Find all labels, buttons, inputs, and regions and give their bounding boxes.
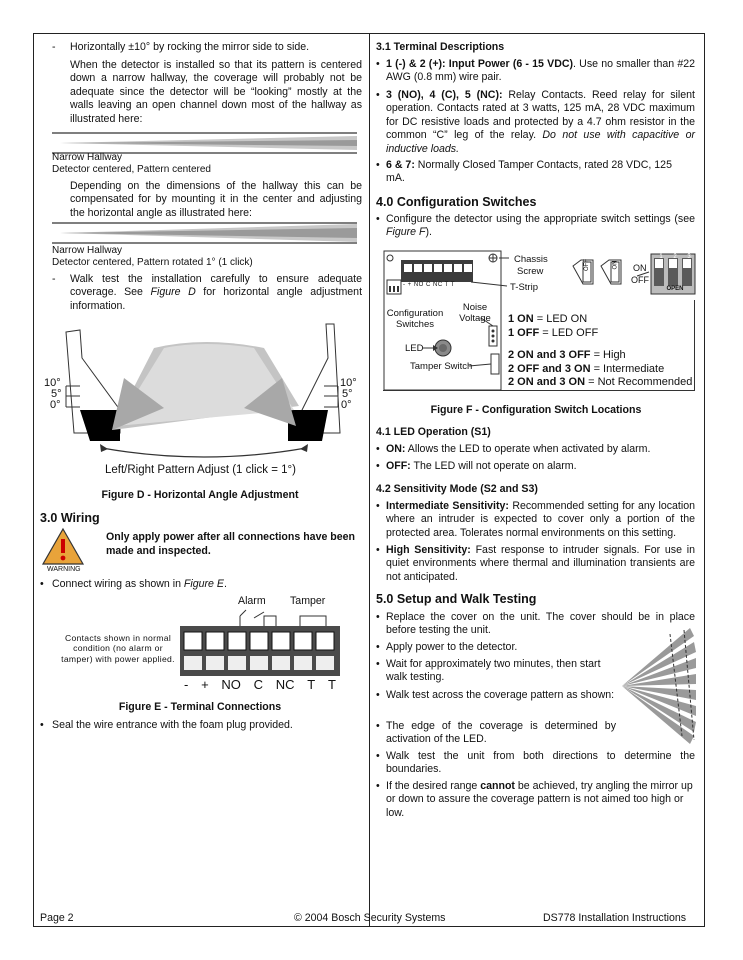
bullet-dot: • (376, 641, 380, 653)
off-small-label: OFF (584, 259, 590, 271)
bullet-dot: • (376, 750, 380, 762)
terminal-1-2-text: 1 (-) & 2 (+): Input Power (6 - 15 VDC). Use no smaller than #22 AWG (0.8 mm) wire pair. (386, 58, 695, 84)
chassis-screw-label: Chassis Screw (514, 254, 548, 277)
walk-step-1: Replace the cover on the unit. The cover should be in place before testing the unit. (386, 611, 695, 637)
led-off-text: OFF: The LED will not operate on alarm. (386, 460, 577, 472)
walk-test-pattern-diagram (620, 628, 696, 744)
pattern-adjust-label: Left/Right Pattern Adjust (1 click = 1°) (105, 464, 296, 476)
on-small-label: ON (612, 260, 619, 270)
hallway1-label: Narrow Hallway Detector centered, Pattern centered (52, 152, 211, 175)
high-sensitivity-text: High Sensitivity: Fast response to intruder signals. For use in quiet environments where thermal and illumination transients are not anticipated. (386, 544, 696, 583)
led-operation-heading: 4.1 LED Operation (S1) (376, 426, 491, 438)
connect-wiring-text: Connect wiring as shown in Figure E. (52, 578, 227, 590)
open-label: OPEN (666, 286, 684, 292)
figure-f-bottom-border (383, 390, 694, 391)
bullet-dot: • (376, 58, 380, 70)
dash-bullet: - (52, 273, 56, 285)
noise-voltage-label: Noise Voltage (459, 302, 491, 324)
terminal-strip-diagram (180, 608, 340, 676)
walk-testing-heading: 5.0 Setup and Walk Testing (376, 592, 537, 606)
bullet-dot: • (376, 89, 380, 101)
bullet-dot: • (376, 500, 380, 512)
footer-page-number: Page 2 (40, 912, 74, 924)
bullet-dot: • (376, 544, 380, 556)
hallway2-label: Narrow Hallway Detector centered, Pattern rotated 1° (1 click) (52, 245, 253, 268)
figure-f-right-border (694, 300, 695, 391)
bullet-dot: • (376, 658, 380, 670)
tamper-switch-label: Tamper Switch (410, 361, 473, 372)
warning-label: WARNING (47, 566, 81, 573)
walk-step-6: Walk test the unit from both directions to determine the boundaries. (386, 750, 695, 776)
horizontal-rock-text: Horizontally ±10° by rocking the mirror side to side. (70, 41, 310, 53)
warning-icon (42, 528, 84, 566)
bullet-dot: • (40, 578, 44, 590)
terminal-descriptions-heading: 3.1 Terminal Descriptions (376, 41, 505, 53)
left-degree-scale: 10° 5° 0° (44, 377, 62, 411)
dip-switch-numbers: 1 2 3 (659, 254, 691, 260)
tstrip-label: T-Strip (510, 282, 538, 293)
figure-d-diagram (44, 318, 364, 468)
led-label: LED (405, 343, 424, 354)
bullet-dot: • (376, 780, 380, 792)
terminal-6-7-text: 6 & 7: Normally Closed Tamper Contacts, rated 28 VDC, 125 mA. (386, 159, 672, 185)
warning-text: Only apply power after all connections have been made and inspected. (106, 531, 356, 557)
footer-document-title: DS778 Installation Instructions (543, 912, 687, 924)
terminal-3-5-text: 3 (NO), 4 (C), 5 (NC): Relay Contacts. Reed relay for silent operation. Contacts rated at 3 watts, 125 mA, 28 VDC maximum for DC resistive loads and protected by a 4.7 ohm resistor in the common “C” leg of the relay. Do not use with capacitive or inductive loads. (386, 89, 695, 155)
config-switches-heading: 4.0 Configuration Switches (376, 195, 537, 209)
compensate-paragraph: Depending on the dimensions of the hallway this can be compensated for by mounting it in the center and adjusting the horizontal angle as illustrated here: (70, 180, 362, 219)
alarm-label: Alarm (238, 595, 266, 607)
led-on-text: ON: Allows the LED to operate when activated by alarm. (386, 443, 651, 455)
contacts-note: Contacts shown in normal condition (no alarm or tamper) with power applied. (61, 633, 175, 664)
walk-step-3: Wait for approximately two minutes, then start walk testing. (386, 658, 601, 684)
figure-e-caption: Figure E - Terminal Connections (118, 701, 282, 713)
small-terminal-labels: - + NO C NC T T (403, 282, 456, 288)
bullet-dot: • (376, 213, 380, 225)
config-switches-label: Configuration Switches (386, 308, 444, 330)
bullet-dot: • (376, 159, 380, 171)
column-divider (369, 33, 370, 927)
walk-step-5: The edge of the coverage is determined by activation of the LED. (386, 720, 616, 746)
walk-step-2: Apply power to the detector. (386, 641, 518, 653)
footer-copyright: © 2004 Bosch Security Systems (294, 912, 446, 924)
sensitivity-switch-settings: 2 ON and 3 OFF = High 2 OFF and 3 ON = Intermediate 2 ON and 3 ON = Not Recommended (508, 349, 693, 388)
walk-test-paragraph: Walk test the installation carefully to ensure adequate coverage. See Figure D for horizontal angle adjustment information. (70, 273, 363, 312)
bullet-dot: • (376, 689, 380, 701)
figure-f-caption: Figure F - Configuration Switch Locations (430, 404, 642, 416)
bullet-dot: • (376, 611, 380, 623)
dash-bullet: - (52, 41, 56, 53)
hallway-diagram-rotated (52, 222, 357, 244)
right-degree-scale: 10° 5° 0° (340, 377, 357, 411)
wiring-heading: 3.0 Wiring (40, 511, 100, 525)
bullet-dot: • (376, 443, 380, 455)
figure-d-caption: Figure D - Horizontal Angle Adjustment (101, 489, 299, 501)
bullet-dot: • (40, 719, 44, 731)
walk-step-7: If the desired range cannot be achieved, try angling the mirror up or down to assure the coverage pattern is not aimed too high or low. (386, 780, 693, 819)
bullet-dot: • (376, 460, 380, 472)
on-off-labels: ON OFF (631, 263, 649, 285)
seal-text: Seal the wire entrance with the foam plug provided. (52, 719, 293, 731)
config-switches-text: Configure the detector using the appropriate switch settings (see Figure F). (386, 213, 695, 239)
hallway-diagram-centered (52, 132, 357, 154)
tamper-label: Tamper (290, 595, 326, 607)
bullet-dot: • (376, 720, 380, 732)
walk-step-4: Walk test across the coverage pattern as shown: (386, 689, 615, 701)
sensitivity-heading: 4.2 Sensitivity Mode (S2 and S3) (376, 483, 538, 495)
led-switch-settings: 1 ON = LED ON 1 OFF = LED OFF (508, 313, 599, 339)
intermediate-sensitivity-text: Intermediate Sensitivity: Recommended setting for any location where an intruder is expected to cover only a portion of the protected area. Tolerates normal environments on this setting. (386, 500, 695, 539)
hallway-paragraph: When the detector is installed so that its pattern is centered down a narrow hallway, the coverage will probably not be adequate since the detector will be “looking” mostly at the walls leaving an open channel down most of the hallway as illustrated here: (70, 59, 362, 125)
terminal-labels: - + NO C NC T T (184, 677, 336, 692)
